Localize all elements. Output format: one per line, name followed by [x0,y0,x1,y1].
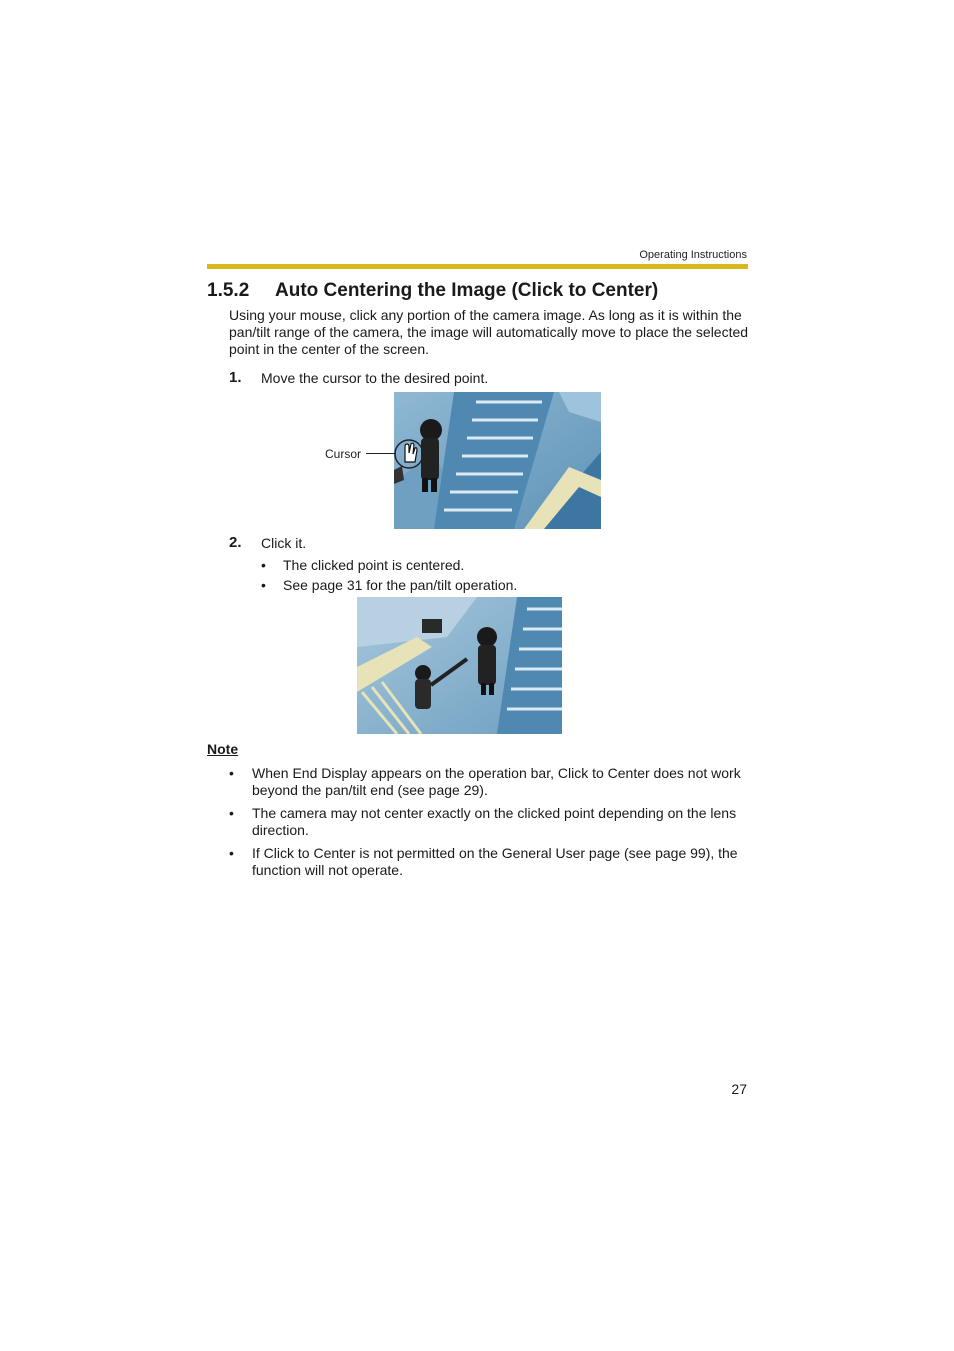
note-item-1-text: When End Display appears on the operation bar, Click to Center does not work beyond the pan/tilt end (see page 29). [252,765,741,798]
step-1-number: 1. [229,369,242,386]
note-item-2-marker: • [229,805,234,821]
camera-image-before [394,392,601,529]
section-number: 1.5.2 [207,280,250,301]
note-item-3-text: If Click to Center is not permitted on the General User page (see page 99), the function will not operate. [252,845,738,878]
step-2-bullet-2: See page 31 for the pan/tilt operation. [283,577,518,593]
step-2-number: 2. [229,534,242,551]
page-number: 27 [731,1081,747,1097]
step-1-text: Move the cursor to the desired point. [261,370,489,386]
note-item-3-marker: • [229,845,234,861]
section-title: Auto Centering the Image (Click to Center) [275,280,659,301]
note-heading: Note [207,741,239,757]
camera-image-after [357,597,562,734]
cursor-callout-label: Cursor [325,447,362,461]
cursor-callout-line [366,453,396,454]
camera-photo-before [394,392,601,529]
camera-photo-after [357,597,562,734]
step-2-bullet-1: The clicked point is centered. [283,557,465,573]
step-2-bullet-2-marker: • [261,577,266,593]
note-item-2-text: The camera may not center exactly on the clicked point depending on the lens direction. [252,805,737,838]
header-rule [207,264,748,269]
note-item-1-marker: • [229,765,234,781]
step-2-bullet-1-marker: • [261,557,266,573]
intro-paragraph: Using your mouse, click any portion of the camera image. As long as it is within the pan/tilt range of the camera, the image will automatically move to place the selected point in the center of the screen. [229,307,749,357]
step-2-text: Click it. [261,535,307,551]
running-header: Operating Instructions [639,249,747,261]
